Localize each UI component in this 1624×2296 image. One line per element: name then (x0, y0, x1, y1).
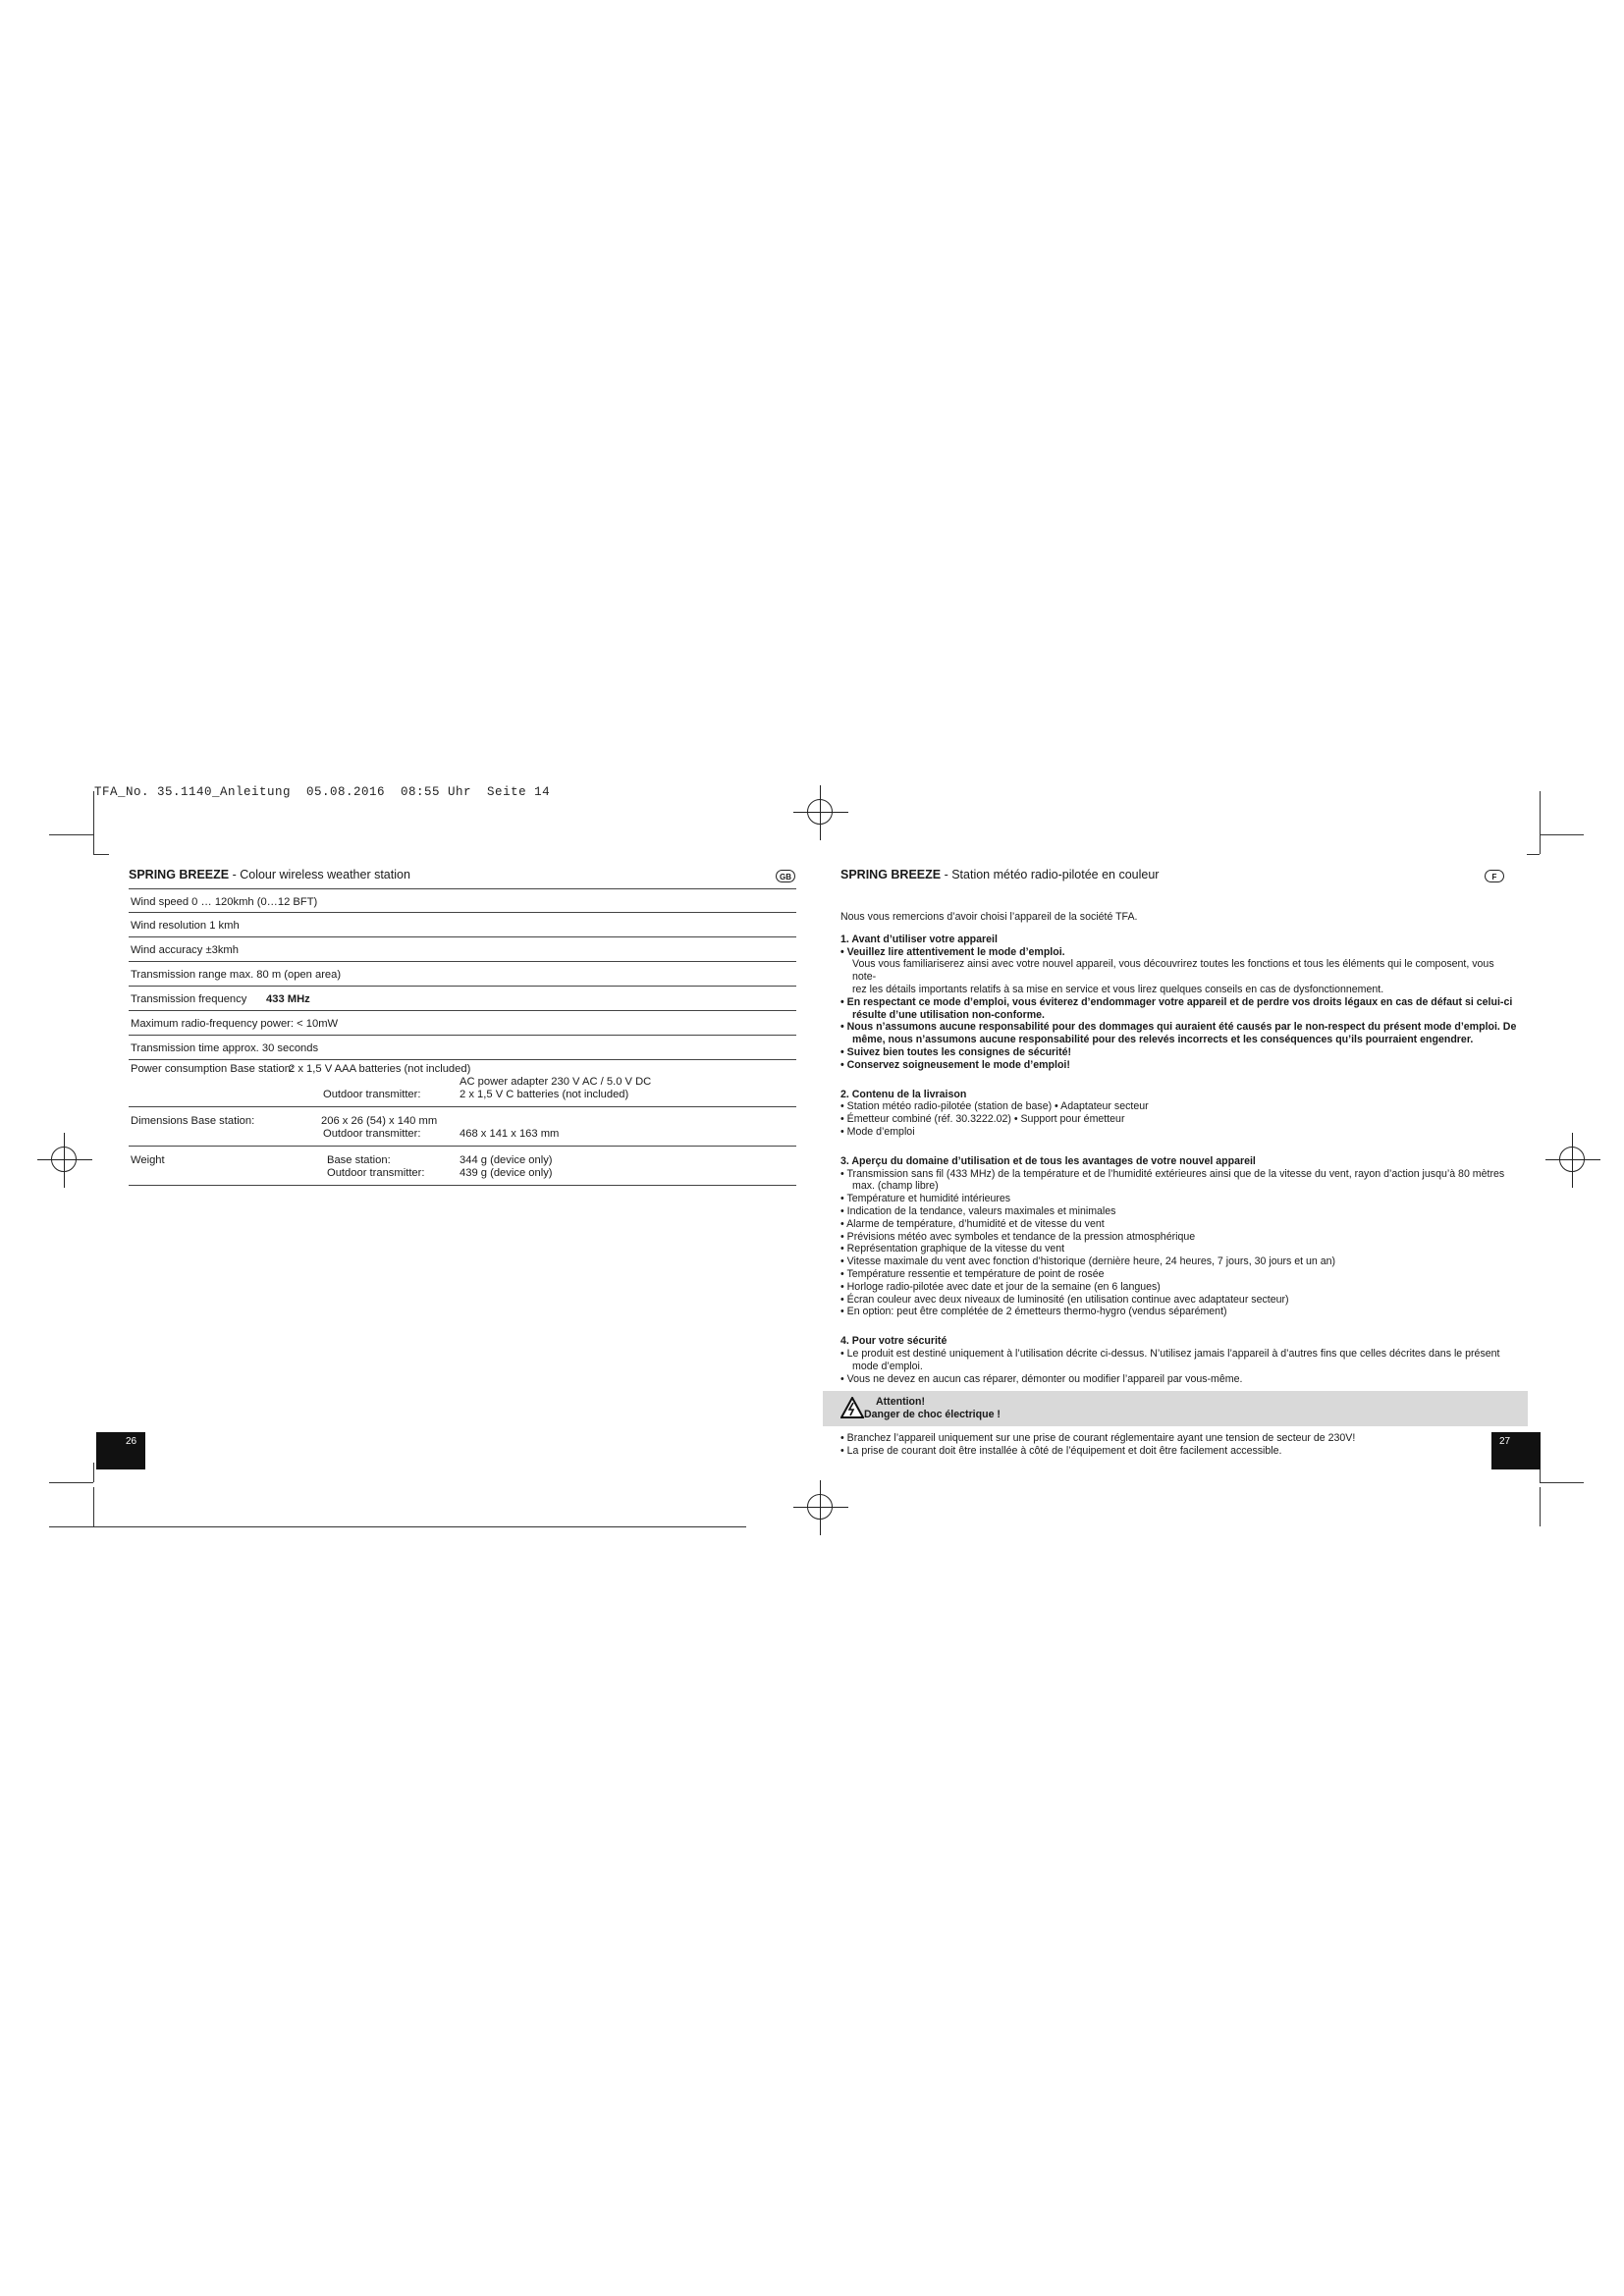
list-item: max. (champ libre) (852, 1180, 939, 1193)
list-item: • Prévisions météo avec symboles et tendance de la pression atmosphérique (840, 1230, 1196, 1243)
bullet-text: résulte d’une utilisation non-conforme. (852, 1008, 1045, 1021)
crop-mark (93, 854, 109, 855)
bullet: • Suivez bien toutes les consignes de sécurité! (840, 1045, 1072, 1058)
list-item: • La prise de courant doit être installée à côté de l’équipement et doit être facilement accessible. (840, 1445, 1282, 1458)
spec-label: Outdoor transmitter: (323, 1089, 421, 1100)
list-item: • Vitesse maximale du vent avec fonction d’historique (dernière heure, 24 heures, 7 jours, 30 jours et un an) (840, 1255, 1336, 1268)
spec-row (129, 888, 796, 913)
list-item: • Station météo radio-pilotée (station de base) • Adaptateur secteur (840, 1100, 1149, 1113)
spec-value: 439 g (device only) (460, 1167, 553, 1179)
electric-shock-warning-icon (840, 1397, 864, 1418)
bullet: • En respectant ce mode d’emploi, vous éviterez d’endommager votre appareil et de perdre vos droits légaux en cas de défaut si celui-ci (840, 995, 1513, 1008)
crop-mark (93, 1487, 94, 1526)
spec-text: Wind speed 0 … 120kmh (0…12 BFT) (131, 896, 318, 908)
spec-row (129, 913, 796, 937)
page-number-right: 27 (1491, 1432, 1541, 1469)
section-heading: 3. Aperçu du domaine d’utilisation et de tous les avantages de votre nouvel appareil (840, 1154, 1256, 1167)
bullet: • Nous n’assumons aucune responsabilité pour des dommages qui auraient été causés par le non-respect du présent mode d’emploi. De (840, 1021, 1517, 1034)
list-item: • Température ressentie et température de point de rosée (840, 1267, 1105, 1280)
language-badge: GB (776, 870, 795, 882)
crop-mark (1540, 1487, 1541, 1526)
crop-mark (93, 791, 94, 834)
product-name: SPRING BREEZE (129, 868, 230, 881)
spec-row-power (129, 1060, 796, 1107)
crop-mark (1540, 834, 1584, 835)
warning-title: Attention! (876, 1396, 926, 1409)
left-page-title (129, 868, 410, 881)
bullet: • Conservez soigneusement le mode d’emploi! (840, 1058, 1070, 1071)
crop-mark (1540, 791, 1541, 854)
spec-row-weight (129, 1147, 796, 1186)
spec-text: Transmission range max. 80 m (open area) (131, 969, 342, 981)
spec-row (129, 987, 796, 1011)
spec-row (129, 1036, 796, 1060)
language-badge: F (1485, 870, 1504, 882)
list-item: • Mode d’emploi (840, 1125, 915, 1138)
page-number-left: 26 (96, 1432, 145, 1469)
crop-mark (49, 834, 93, 835)
list-item: mode d’emploi. (852, 1360, 923, 1372)
bullet-text: même, nous n’assumons aucune responsabilité pour des relevés incorrects et les conséquences qu’ils pourraient engendrer. (852, 1034, 1474, 1046)
list-item: • Vous ne devez en aucun cas réparer, démonter ou modifier l’appareil par vous-même. (840, 1372, 1243, 1385)
list-item: • Branchez l’appareil uniquement sur une prise de courant réglementaire ayant une tension de secteur de 230V! (840, 1432, 1356, 1445)
spec-text: Wind accuracy ±3kmh (131, 944, 239, 956)
list-item: • Indication de la tendance, valeurs maximales et minimales (840, 1204, 1116, 1217)
list-item: • Le produit est destiné uniquement à l’utilisation décrite ci-dessus. N’utilisez jamais l’appareil à d’autres fins que celles décrites dans le présent (840, 1347, 1500, 1360)
list-item: • Horloge radio-pilotée avec date et jour de la semaine (en 6 langues) (840, 1280, 1161, 1293)
section-heading: 4. Pour votre sécurité (840, 1335, 947, 1348)
spec-label: Transmission frequency (131, 993, 247, 1005)
list-item: • Représentation graphique de la vitesse du vent (840, 1243, 1065, 1255)
crop-mark (93, 834, 94, 854)
registration-mark (793, 785, 848, 840)
print-slug: TFA_No. 35.1140_Anleitung 05.08.2016 08:55 Uhr Seite 14 (94, 785, 551, 799)
section-heading: 2. Contenu de la livraison (840, 1088, 967, 1100)
crop-mark (1540, 1482, 1584, 1483)
list-item: • Alarme de température, d’humidité et de vitesse du vent (840, 1217, 1105, 1230)
warning-text: Danger de choc électrique ! (864, 1409, 1001, 1421)
spec-value: 2 x 1,5 V C batteries (not included) (460, 1089, 629, 1100)
crop-mark (1527, 854, 1540, 855)
product-name: SPRING BREEZE (840, 868, 942, 881)
crop-mark (49, 1526, 746, 1527)
crop-mark (49, 1482, 93, 1483)
french-instructions (840, 911, 1518, 1458)
list-item: • Transmission sans fil (433 MHz) de la température et de l’humidité extérieures ainsi que de la vitesse du vent, rayon d’action jusqu’à 80 mètres (840, 1167, 1505, 1180)
bullet: • Veuillez lire attentivement le mode d’emploi. (840, 945, 1065, 958)
registration-mark (37, 1133, 92, 1188)
spec-label: Outdoor transmitter: (327, 1167, 425, 1179)
list-item: • Écran couleur avec deux niveaux de luminosité (en utilisation continue avec adaptateur secteur) (840, 1293, 1289, 1306)
page-subtitle: - Station météo radio-pilotée en couleur (941, 868, 1160, 881)
spec-row (129, 937, 796, 962)
spec-label: Weight (131, 1154, 165, 1166)
specifications-table (129, 888, 796, 1186)
list-item: • Émetteur combiné (réf. 30.3222.02) • Support pour émetteur (840, 1113, 1125, 1126)
list-item: • En option: peut être complétée de 2 émetteurs thermo-hygro (vendus séparément) (840, 1306, 1227, 1318)
spec-text: Transmission time approx. 30 seconds (131, 1042, 319, 1054)
spec-row (129, 1011, 796, 1036)
spec-label: Power consumption Base station: (131, 1063, 295, 1075)
right-page-title (840, 868, 1159, 881)
page-subtitle: - Colour wireless weather station (229, 868, 410, 881)
crop-mark (93, 1463, 94, 1482)
spec-label: Outdoor transmitter: (323, 1128, 421, 1140)
section-heading: 1. Avant d’utiliser votre appareil (840, 933, 998, 945)
spec-row-dimensions (129, 1107, 796, 1147)
spec-value: AC power adapter 230 V AC / 5.0 V DC (460, 1076, 652, 1088)
list-item: • Température et humidité intérieures (840, 1193, 1011, 1205)
spec-row (129, 962, 796, 987)
spec-value: 344 g (device only) (460, 1154, 553, 1166)
spec-value: 433 MHz (266, 993, 310, 1005)
intro-text: Nous vous remercions d’avoir choisi l’appareil de la société TFA. (840, 911, 1138, 923)
spec-text: Wind resolution 1 kmh (131, 920, 240, 932)
spec-label: Dimensions Base station: (131, 1115, 255, 1127)
bullet-text: Vous vous familiariserez ainsi avec votre nouvel appareil, vous découvrirez toutes les fonctions et tous les éléments qui le composent, vous note- (852, 958, 1494, 984)
bullet-text: rez les détails importants relatifs à sa mise en service et vous lirez quelques conseils en cas de dysfonctionnement. (852, 983, 1384, 995)
warning-box (823, 1391, 1528, 1426)
spec-text: Maximum radio-frequency power: < 10mW (131, 1018, 339, 1030)
spec-value: 206 x 26 (54) x 140 mm (321, 1115, 438, 1127)
registration-mark (1545, 1133, 1600, 1188)
spec-label: Base station: (327, 1154, 391, 1166)
spec-value: 2 x 1,5 V AAA batteries (not included) (289, 1063, 471, 1075)
registration-mark (793, 1480, 848, 1535)
spec-value: 468 x 141 x 163 mm (460, 1128, 560, 1140)
